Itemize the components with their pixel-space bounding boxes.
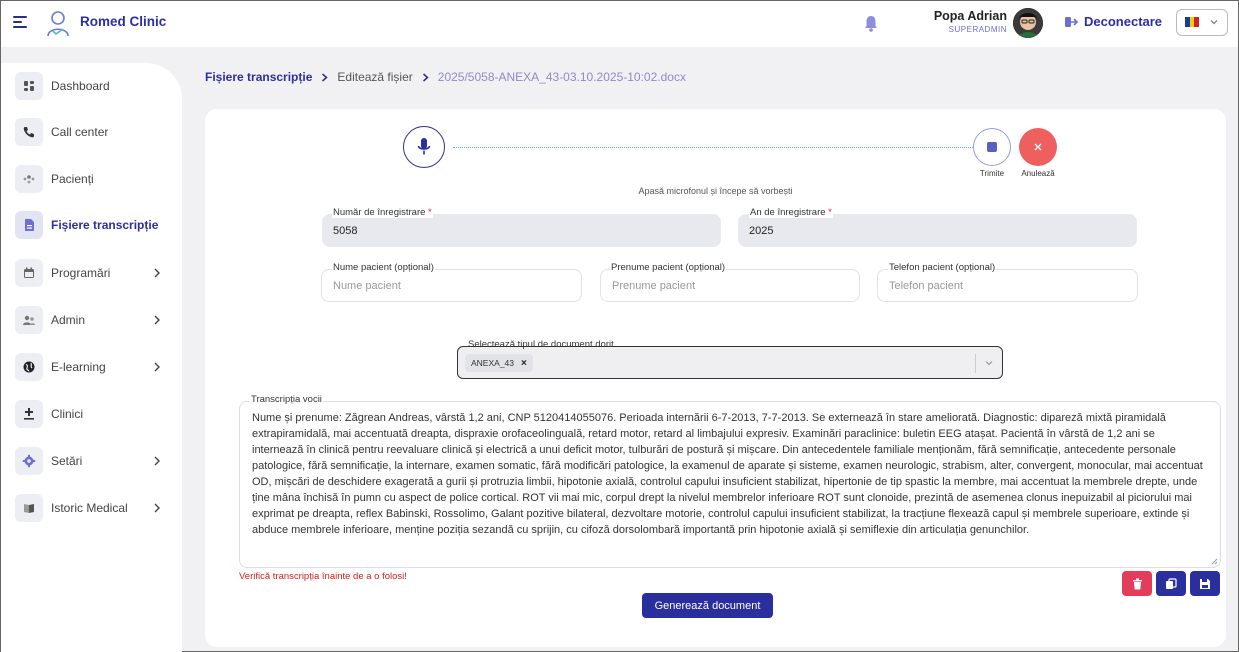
stop-icon [987, 142, 997, 152]
logout-icon[interactable] [1064, 15, 1078, 29]
breadcrumb [205, 70, 686, 84]
avatar[interactable] [1013, 8, 1043, 38]
breadcrumb-current: 2025/5058-ANEXA_43-03.10.2025-10:02.docx [437, 70, 686, 84]
book-icon [15, 494, 43, 522]
chevron-right-icon [321, 73, 328, 82]
copy-button[interactable] [1156, 571, 1186, 596]
trash-icon [1132, 578, 1143, 590]
sidebar-item-label: Dashboard [51, 79, 110, 93]
patient-last-name-input[interactable]: Nume pacient [321, 269, 582, 302]
clinic-logo-icon[interactable] [45, 9, 71, 37]
sidebar-item-label: Setări [51, 454, 83, 468]
sidebar-item-admin[interactable] [15, 305, 175, 335]
registration-year-label: An de înregistrare * [750, 207, 832, 218]
delete-button[interactable] [1122, 571, 1152, 596]
document-type-label: Selectează tipul de document dorit [468, 339, 614, 350]
sidebar-item-label: Admin [51, 313, 86, 327]
save-icon [1199, 578, 1211, 590]
sidebar-item-transcription-files[interactable] [15, 210, 175, 240]
chevron-right-icon [153, 268, 161, 278]
remove-chip-icon[interactable]: × [521, 357, 527, 369]
selected-doc-chip [465, 354, 533, 372]
recorder-hint: Apasă microfonul și începe să vorbești [638, 186, 793, 196]
sidebar-item-patients[interactable] [15, 164, 175, 194]
phone-icon [15, 118, 43, 146]
sidebar-item-medical-history[interactable] [15, 493, 175, 523]
dashboard-icon [15, 72, 43, 100]
patient-first-name-input[interactable]: Prenume pacient [600, 269, 860, 302]
registration-year-field[interactable]: 2025 [738, 214, 1137, 247]
file-icon [15, 211, 43, 239]
chevron-right-icon [153, 315, 161, 325]
breadcrumb-section[interactable]: Editează fișier [337, 70, 413, 84]
chevron-down-icon [1209, 17, 1219, 27]
users-icon [15, 306, 43, 334]
sidebar-item-label: Programări [51, 266, 111, 280]
microphone-button[interactable] [403, 126, 445, 168]
logout-button[interactable]: Deconectare [1084, 14, 1163, 29]
language-select[interactable] [1176, 9, 1228, 36]
top-bar [1, 1, 1238, 47]
calendar-icon [15, 259, 43, 287]
sidebar-item-label: Clinici [51, 407, 84, 421]
avatar-image [1013, 8, 1043, 38]
chevron-down-icon[interactable] [984, 358, 994, 368]
notification-bell-icon[interactable] [863, 14, 879, 32]
patients-icon [15, 165, 43, 193]
selected-doc-label: ANEXA_43 [471, 358, 514, 368]
microphone-icon [416, 137, 432, 157]
edit-file-card [205, 109, 1226, 647]
sidebar-item-dashboard[interactable] [15, 71, 175, 101]
romania-flag-icon [1185, 17, 1199, 27]
transcript-textarea[interactable] [239, 401, 1221, 568]
sidebar-item-label: Istoric Medical [51, 501, 128, 515]
send-button[interactable] [973, 128, 1011, 166]
chevron-right-icon [422, 73, 429, 82]
cancel-label: Anulează [1021, 169, 1055, 178]
registration-number-field[interactable]: 5058 [322, 214, 721, 247]
close-icon [1033, 142, 1043, 152]
select-divider [975, 354, 976, 373]
resize-handle-icon[interactable] [1211, 558, 1218, 565]
sidebar-item-label: E-learning [51, 360, 106, 374]
save-button[interactable] [1190, 571, 1220, 596]
transcript-label: Transcripția vocii [251, 394, 322, 405]
sidebar-item-call-center[interactable] [15, 117, 175, 147]
breadcrumb-root-link[interactable]: Fișiere transcripție [205, 70, 313, 84]
sidebar [1, 63, 182, 652]
sidebar-item-label: Call center [51, 125, 109, 139]
cancel-button[interactable] [1019, 128, 1057, 166]
patient-phone-input[interactable]: Telefon pacient [877, 269, 1138, 302]
recording-progress-line [453, 147, 973, 148]
chevron-right-icon [153, 503, 161, 513]
transcript-text: Nume și prenume: Zăgrean Andreas, vârstă 1,2 ani, CNP 5120414055076. Perioada internării 6-7-2013, 7-7-2013. Se externează în stare ameliorată. Diagnostic: dipareză mixtă piramidală extrapiramidală, mai accentuată dreapta, dispraxie orofaceolinguală, retard motor, retard al limbajului expresiv. Examinări paraclinice: buletin EEG atașat. Pacientă în vârstă de 1,2 ani se internează în clinică pentru reevaluare clinică și electrică a unui deficit motor, tulburări de postură și mișcare. Din antecedentele familiale menționăm, fără semnificație, antecedente personale patologice, fără semnificație, la internare, examen somatic, fără modificări patologice, la examenul de aparate și sisteme, examen neurologic, strabism, alter, convergent, monocular, mai accentuat OD, mișcări de deschidere exagerată a gurii și protruzia limbii, hipotonie axială, controlul capului insuficient stabilizat, hipertonie de tip spastic la membre, mai accentuat la membrele drepte, unde ține mâna închisă în pumn cu aspect de police cortical. ROT vii mai mic, corpul drept la nivelul membrelor inferioare ROT sunt clonoide, prezintă de asemenea clonus inepuizabil al piciorului mai exprimat pe dreapta, reflex Babinski, Rossolimo, Galant pozitive bilateral, dezvoltare motorie, controlul capului insuficient stabilizat, la tracțiune flexează capul și membrele superioare, extinde și abduce membrele inferioare, menține poziția sezandă cu sprijin, cu cifoză dorsolombară importantă prin hipotonie axială și semiflexie din articulația genunchilor. [252, 412, 1203, 536]
sidebar-item-label: Fișiere transcripție [51, 218, 159, 232]
sidebar-item-appointments[interactable] [15, 258, 175, 288]
registration-number-label: Număr de înregistrare * [333, 207, 432, 218]
registration-number-label-text: Număr de înregistrare [333, 207, 426, 218]
patient-phone-label: Telefon pacient (opțional) [889, 262, 996, 273]
patient-last-name-label: Nume pacient (opțional) [333, 262, 434, 273]
transcript-warning: Verifică transcripția înainte de a o folosi! [239, 571, 407, 582]
settings-icon [15, 447, 43, 475]
patient-first-name-label: Prenume pacient (opțional) [611, 262, 726, 273]
sidebar-item-e-learning[interactable] [15, 352, 175, 382]
document-type-select[interactable] [457, 346, 1003, 379]
sidebar-item-clinics[interactable] [15, 399, 175, 429]
registration-year-label-text: An de înregistrare [750, 207, 826, 218]
clinic-icon [15, 400, 43, 428]
send-label: Trimite [979, 169, 1005, 178]
chevron-right-icon [153, 456, 161, 466]
chevron-right-icon [153, 362, 161, 372]
user-role: SUPERADMIN [948, 25, 1007, 34]
user-name: Popa Adrian [933, 9, 1007, 23]
sidebar-item-label: Pacienți [51, 172, 94, 186]
sidebar-item-settings[interactable] [15, 446, 175, 476]
menu-icon[interactable] [13, 16, 27, 28]
copy-icon [1165, 578, 1177, 590]
globe-icon [15, 353, 43, 381]
generate-document-button[interactable]: Generează document [642, 593, 773, 618]
app-name[interactable]: Romed Clinic [80, 14, 167, 29]
